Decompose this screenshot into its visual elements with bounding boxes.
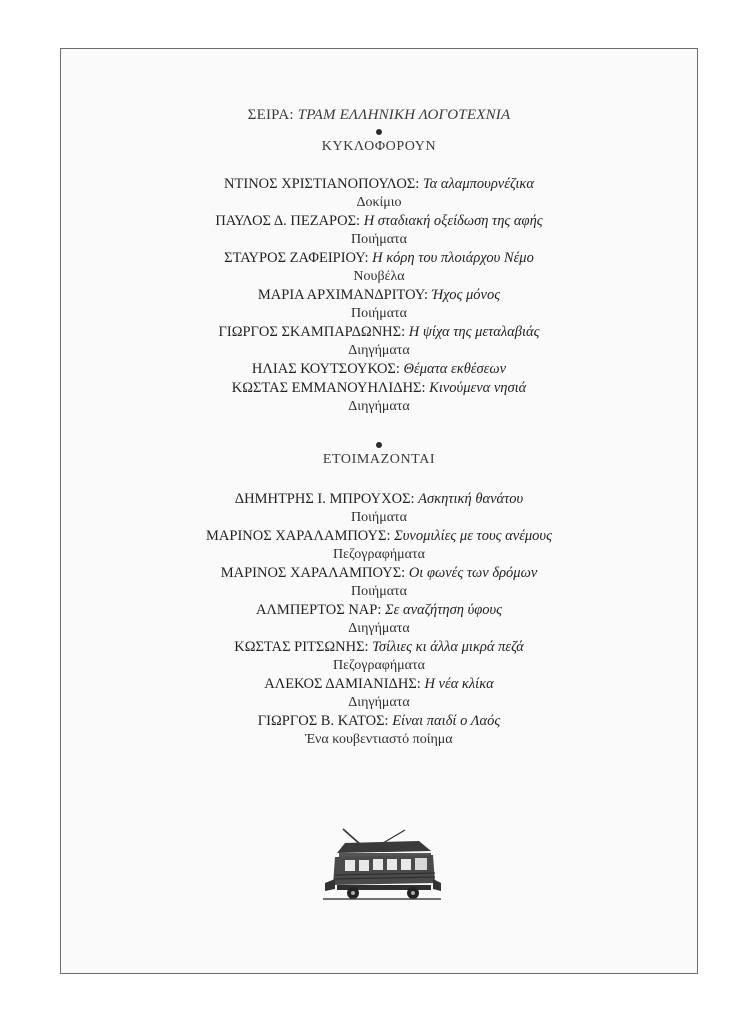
author-name: ΑΛΕΚΟΣ ΔΑΜΙΑΝΙΔΗΣ: xyxy=(264,676,421,692)
book-title: Τα αλαμπουρνέζικα xyxy=(422,176,534,192)
book-genre: Νουβέλα xyxy=(353,269,405,284)
author-name: ΜΑΡΙΝΟΣ ΧΑΡΑΛΑΜΠΟΥΣ: xyxy=(206,528,391,544)
author-name: ΚΩΣΤΑΣ ΕΜΜΑΝΟΥΗΛΙΔΗΣ: xyxy=(231,380,426,396)
book-title: Η σταδιακή οξείδωση της αφής xyxy=(363,213,543,229)
list-item xyxy=(61,323,697,360)
list-item xyxy=(61,360,697,379)
page-content xyxy=(61,105,697,749)
tram-icon xyxy=(323,827,441,901)
book-title: Ήχος μόνος xyxy=(431,287,501,303)
author-name: ΠΑΥΛΟΣ Δ. ΠΕΖΑΡΟΣ: xyxy=(215,213,361,229)
book-title: Σε αναζήτηση ύφους xyxy=(385,602,503,618)
book-genre: Διηγήματα xyxy=(348,695,410,710)
bullet-icon xyxy=(376,442,382,448)
author-name: ΓΙΩΡΓΟΣ ΣΚΑΜΠΑΡΔΩΝΗΣ: xyxy=(218,324,406,340)
list-item xyxy=(61,601,697,638)
book-genre: Πεζογραφήματα xyxy=(333,547,425,562)
book-title: Συνομιλίες με τους ανέμους xyxy=(394,528,552,544)
author-name: ΝΤΙΝΟΣ ΧΡΙΣΤΙΑΝΟΠΟΥΛΟΣ: xyxy=(224,176,420,192)
bullet-icon xyxy=(376,129,382,135)
book-title: Οι φωνές των δρόμων xyxy=(408,565,538,581)
list-item xyxy=(61,212,697,249)
book-title: Είναι παιδί ο Λαός xyxy=(392,713,501,729)
book-title: Ασκητική θανάτου xyxy=(418,491,524,507)
list-item xyxy=(61,175,697,212)
document-page xyxy=(60,48,698,974)
list-item xyxy=(61,379,697,416)
author-name: ΜΑΡΙΝΟΣ ΧΑΡΑΛΑΜΠΟΥΣ: xyxy=(220,565,406,581)
book-genre: Ένα κουβεντιαστό ποίημα xyxy=(305,732,453,747)
book-genre: Διηγήματα xyxy=(348,343,410,358)
upcoming-heading: ΕΤΟΙΜΑΖΟΝΤΑΙ xyxy=(322,452,436,467)
list-item xyxy=(61,638,697,675)
author-name: ΜΑΡΙΑ ΑΡΧΙΜΑΝΔΡΙΤΟΥ: xyxy=(257,287,429,303)
book-genre: Ποιήματα xyxy=(351,232,407,247)
book-genre: Διηγήματα xyxy=(348,621,410,636)
book-title: Τσίλιες κι άλλα μικρά πεζά xyxy=(372,639,524,655)
book-genre: Διηγήματα xyxy=(348,399,410,414)
book-genre: Ποιήματα xyxy=(351,584,407,599)
series-prefix: ΣΕΙΡΑ: xyxy=(247,107,294,123)
list-item xyxy=(61,675,697,712)
available-list xyxy=(61,175,697,416)
author-name: ΑΛΜΠΕΡΤΟΣ ΝΑΡ: xyxy=(255,602,382,618)
book-title: Κινούμενα νησιά xyxy=(429,380,527,396)
book-title: Θέματα εκθέσεων xyxy=(403,361,507,377)
available-heading: ΚΥΚΛΟΦΟΡΟΥΝ xyxy=(321,139,437,154)
list-item xyxy=(61,564,697,601)
book-title: Η κόρη του πλοιάρχου Νέμο xyxy=(372,250,534,266)
author-name: ΣΤΑΥΡΟΣ ΖΑΦΕΙΡΙΟΥ: xyxy=(224,250,369,266)
upcoming-list xyxy=(61,490,697,749)
author-name: ΔΗΜΗΤΡΗΣ Ι. ΜΠΡΟΥΧΟΣ: xyxy=(234,491,415,507)
series-name: ΤΡΑΜ ΕΛΛΗΝΙΚΗ ΛΟΓΟΤΕΧΝΙΑ xyxy=(297,107,511,123)
list-item xyxy=(61,712,697,749)
list-item xyxy=(61,527,697,564)
book-title: Η ψίχα της μεταλαβιάς xyxy=(408,324,540,340)
author-name: ΚΩΣΤΑΣ ΡΙΤΣΩΝΗΣ: xyxy=(234,639,369,655)
author-name: ΓΙΩΡΓΟΣ Β. ΚΑΤΟΣ: xyxy=(257,713,389,729)
book-title: Η νέα κλίκα xyxy=(424,676,494,692)
author-name: ΗΛΙΑΣ ΚΟΥΤΣΟΥΚΟΣ: xyxy=(251,361,400,377)
list-item xyxy=(61,286,697,323)
book-genre: Δοκίμιο xyxy=(356,195,402,210)
book-genre: Πεζογραφήματα xyxy=(333,658,425,673)
book-genre: Ποιήματα xyxy=(351,306,407,321)
list-item xyxy=(61,249,697,286)
list-item xyxy=(61,490,697,527)
series-line xyxy=(61,105,697,125)
book-genre: Ποιήματα xyxy=(351,510,407,525)
